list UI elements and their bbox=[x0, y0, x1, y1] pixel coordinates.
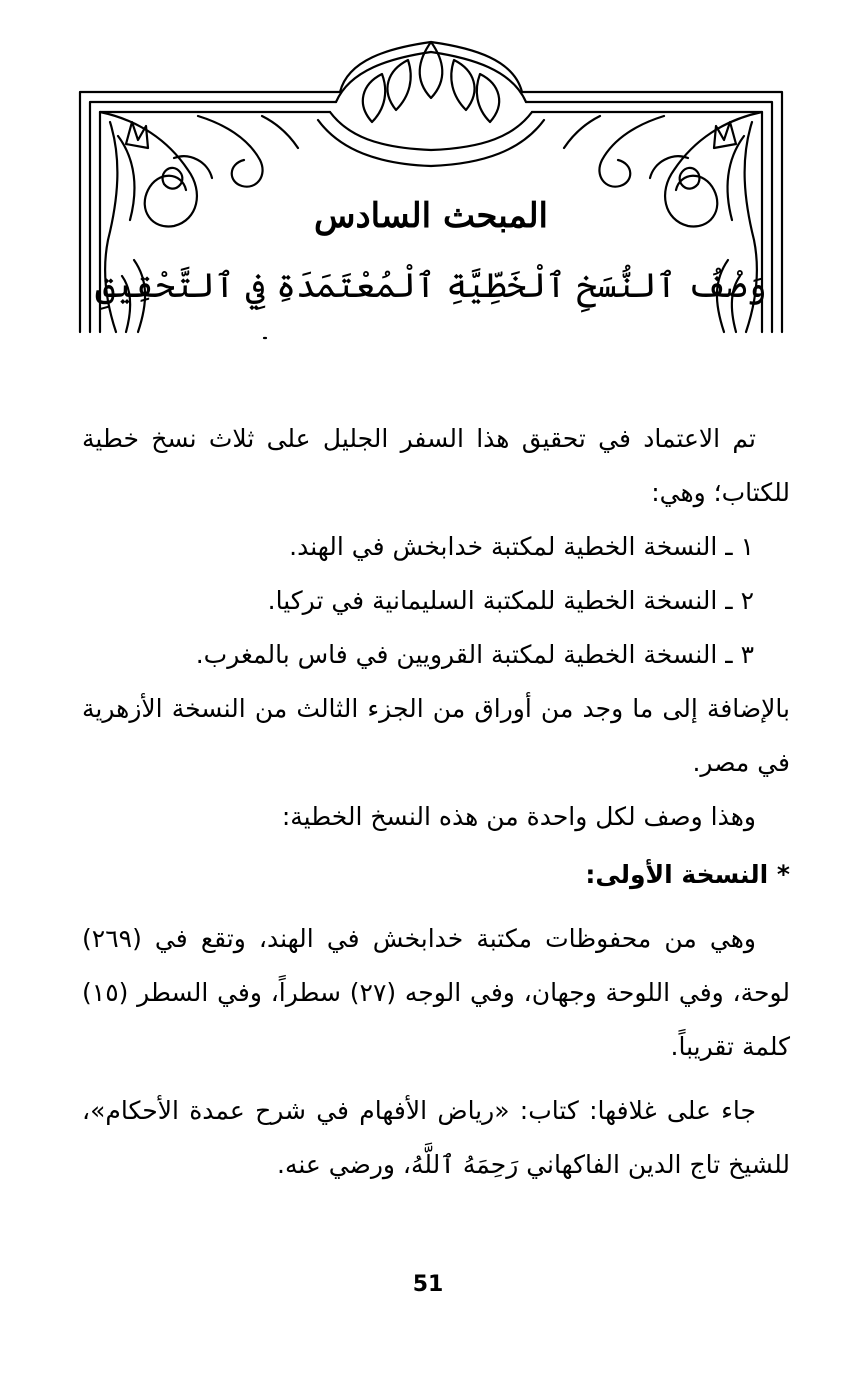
description-paragraph: وهي من محفوظات مكتبة خدابخش في الهند، وتقع في (٢٦٩) لوحة، وفي اللوحة وجهان، وفي الوجه (٢٧) سطراً، وفي السطر (١٥) كلمة تقريباً. bbox=[82, 924, 790, 1061]
addition-paragraph: بالإضافة إلى ما وجد من أوراق من الجزء الثالث من النسخة الأزهرية في مصر. bbox=[82, 694, 790, 777]
intro-paragraph: تم الاعتماد في تحقيق هذا السفر الجليل على ثلاث نسخ خطية للكتاب؛ وهي: bbox=[82, 424, 790, 507]
page-number: 51 bbox=[412, 1272, 444, 1297]
manuscript-list-item-2: ٢ ـ النسخة الخطية للمكتبة السليمانية في تركيا. bbox=[267, 586, 754, 615]
chapter-label: المبحث السادس bbox=[313, 196, 549, 236]
chapter-title: وَصْفُ ٱلنُّسَخِ ٱلْخَطِّيَّةِ ٱلْمُعْتَمَدَةِ فِي ٱلتَّحْقِيقِ bbox=[95, 266, 767, 306]
manuscript-list-item-1: ١ ـ النسخة الخطية لمكتبة خدابخش في الهند. bbox=[289, 532, 754, 561]
cover-paragraph: جاء على غلافها: كتاب: «رياض الأفهام في شرح عمدة الأحكام»، للشيخ تاج الدين الفاكهاني رَحِمَهُ ٱللَّهُ، ورضي عنه. bbox=[82, 1096, 790, 1179]
lead-paragraph: وهذا وصف لكل واحدة من هذه النسخ الخطية: bbox=[281, 802, 756, 831]
section-heading: * النسخة الأولى: bbox=[585, 860, 790, 889]
chapter-header bbox=[78, 40, 784, 340]
manuscript-list-item-3: ٣ ـ النسخة الخطية لمكتبة القرويين في فاس بالمغرب. bbox=[195, 640, 754, 669]
page-body bbox=[82, 412, 790, 1192]
